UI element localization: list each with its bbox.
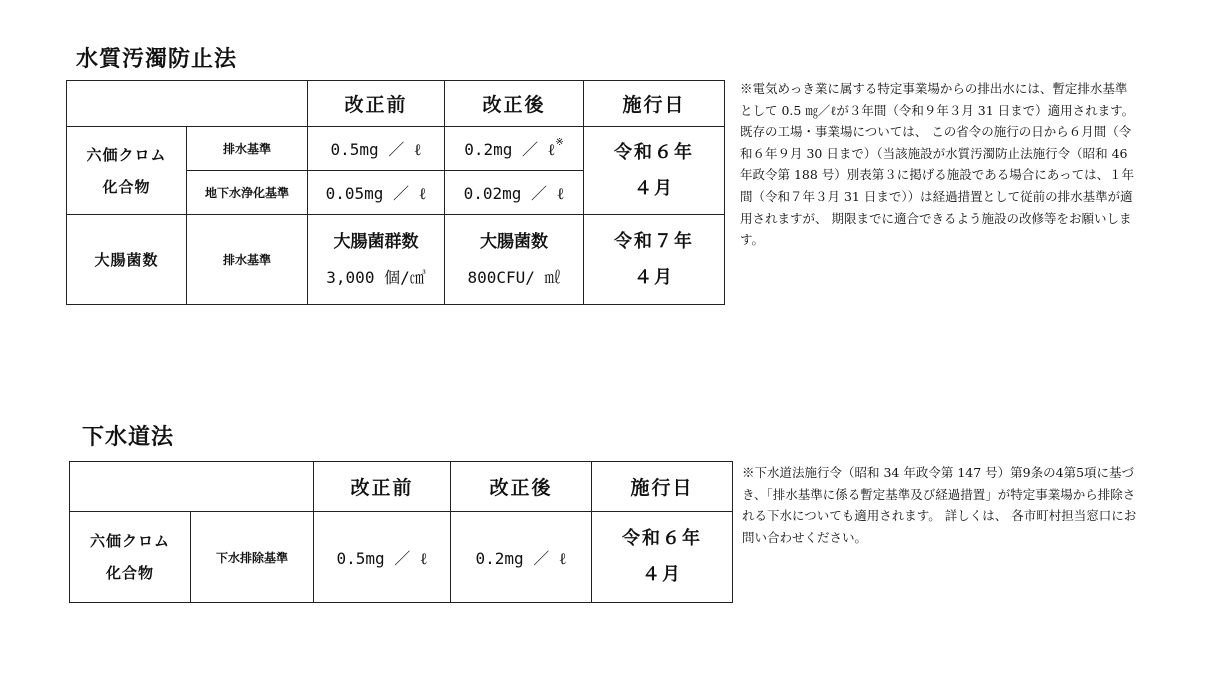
chromium-effluent-before: 0.5mg ／ ℓ [308,127,445,171]
water-pollution-title: 水質汚濁防止法 [76,46,238,72]
date-line: ４月 [634,177,674,199]
header-effective-date: 施行日 [584,81,725,127]
header-blank-cell [70,462,314,512]
kind-sewer-discharge-standard: 下水排除基準 [191,512,314,603]
substance-line: 化合物 [105,564,154,582]
value-line: 800CFU/ ㎖ [467,267,561,287]
table-header-row [70,462,733,512]
value-line: 大腸菌群数 [333,231,419,252]
header-before: 改正前 [314,462,451,512]
date-line: 令和６年 [622,528,702,549]
table-row [70,512,733,603]
sewerage-table [69,461,733,603]
table-row [67,215,725,305]
kind-effluent-standard: 排水基準 [187,127,308,171]
sewer-chromium-after: 0.2mg ／ ℓ [451,512,592,603]
chromium-groundwater-before: 0.05mg ／ ℓ [308,171,445,215]
substance-chromium [70,512,191,603]
header-blank-cell [67,81,308,127]
header-effective-date: 施行日 [592,462,733,512]
value-line: 大腸菌数 [480,231,548,252]
kind-effluent-standard: 排水基準 [187,215,308,305]
header-after: 改正後 [445,81,584,127]
chromium-groundwater-after: 0.02mg ／ ℓ [445,171,584,215]
sewerage-title: 下水道法 [82,424,175,450]
water-pollution-table [66,80,725,305]
coliform-after [445,215,584,305]
date-line: 令和６年 [614,141,694,163]
table-row [67,127,725,171]
value-line: 3,000 個/㎤ [326,267,426,287]
sewerage-note: ※下水道法施行令（昭和 34 年政令第 147 号）第9条の4第5項に基づき、「排水基準に係る暫定基準及び経過措置」が特定事業場から排除される下水についても適用されます。 詳しくは、 各市町村担当窓口にお問い合わせください。 [742,465,1137,545]
substance-line: 化合物 [102,177,151,196]
date-line: ４月 [634,266,674,288]
sewer-chromium-before: 0.5mg ／ ℓ [314,512,451,603]
header-after: 改正後 [451,462,592,512]
coliform-before [308,215,445,305]
date-line: 令和７年 [614,230,694,252]
kind-groundwater-standard: 地下水浄化基準 [187,171,308,215]
sewer-effective-date [592,512,733,603]
table-header-row [67,81,725,127]
substance-chromium [67,127,187,215]
substance-line: 六価クロム [89,532,170,550]
substance-line: 六価クロム [86,145,167,164]
coliform-effective-date [584,215,725,305]
substance-coliform: 大腸菌数 [67,215,187,305]
header-before: 改正前 [308,81,445,127]
value-text: 0.2mg ／ ℓ [464,140,556,159]
chromium-effluent-after [445,127,584,171]
water-pollution-note: ※電気めっき業に属する特定事業場からの排出水には、暫定排水基準として 0.5 ㎎／ℓが３年間（令和９年３月 31 日まで）適用されます。 既存の工場・事業場については、 この省令の施行の日から６月間（令和６年９月 30 日まで）（当該施設が水質汚濁防止法施行令（昭和 46 年政令第 188 号）別表第３に掲げる施設である場合にあっては、１年間（令和７年３月 31 日まで））は経過措置として従前の排水基準が適用されますが、 期限までに適合できるよう施設の改修等をお願いします。 [740,81,1135,248]
chromium-effective-date [584,127,725,215]
date-line: ４月 [642,564,682,585]
footnote-mark: ※ [555,137,564,148]
